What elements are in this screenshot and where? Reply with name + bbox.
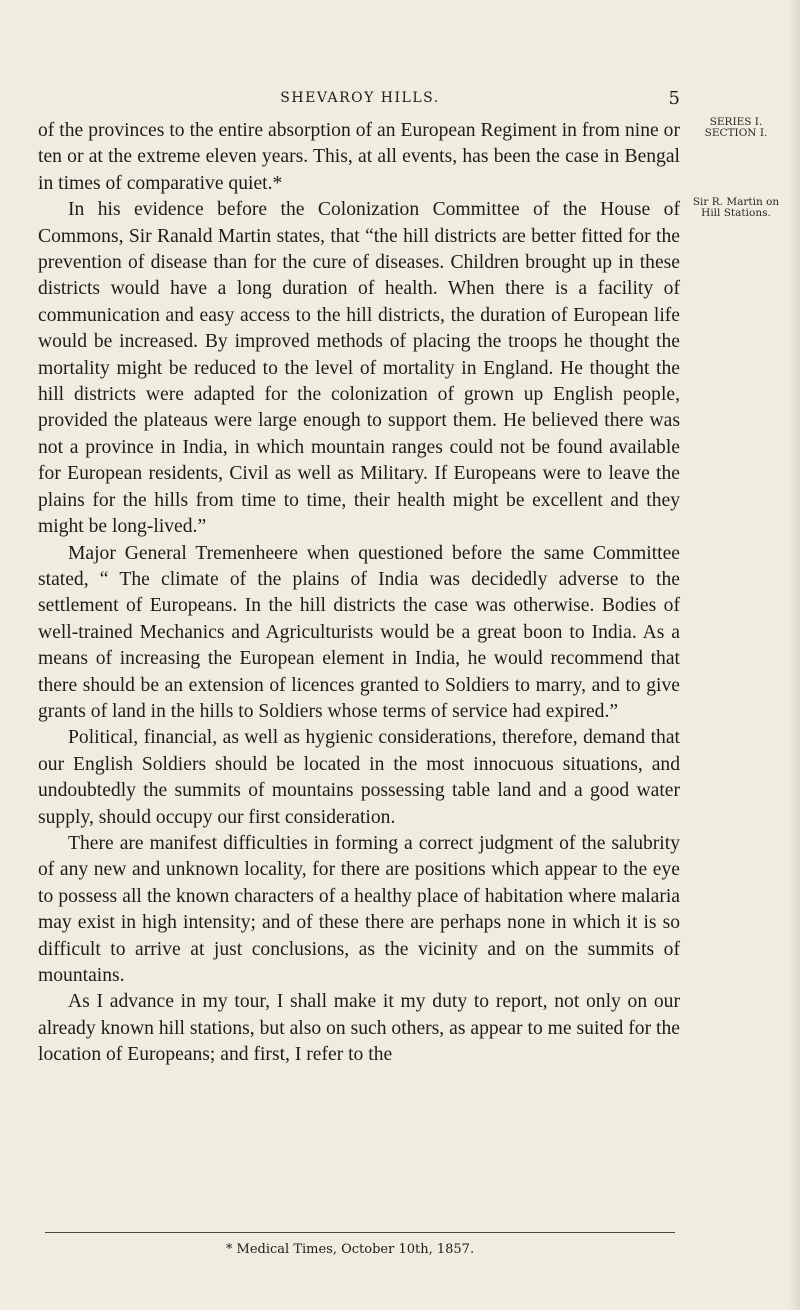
page-edge-shadow	[788, 0, 800, 1310]
paragraph: of the provinces to the entire absorption of an European Regiment in from nine or ten or at the extreme eleven years. This, at all events, has been the case in Bengal in times of comparative quiet.*	[38, 120, 680, 194]
margin-note-martin	[690, 197, 782, 219]
margin-note-line: Sir R. Martin on	[692, 196, 780, 208]
running-title: SHEVAROY HILLS.	[280, 90, 440, 106]
paragraph: As I advance in my tour, I shall make it my duty to report, not only on our already known hill stations, but also on such others, as appear to me suited for the location of Europeans; and first, I refer to the	[38, 991, 680, 1066]
paragraph: In his evidence before the Colonization Committee of the House of Commons, Sir Ranald Martin states, that “the hill districts are better fitted for the prevention of disease than for the cure of diseases. Children brought up in these districts would have a long duration of health. When there is a facility of communication and easy access to the hill districts, the duration of European life would be increased. By improved methods of placing the troops he thought the mortality might be reduced to the level of mortality in England. He thought the hill districts were adapted for the colonization of grown up English people, provided the plateaus were large enough to support them. He believed there was not a province in India, in which mountain ranges could not be found available for European residents, Civil as well as Military. If Europeans were to leave the plains for the hills from time to time, their health might be excellent and they might be long-lived.”	[38, 199, 680, 538]
margin-note-line: SERIES I.	[709, 116, 763, 128]
page-number: 5	[668, 88, 680, 109]
margin-note-line: SECTION I.	[704, 127, 768, 139]
margin-note-series	[690, 117, 782, 139]
running-head	[40, 88, 680, 112]
footnote: * Medical Times, October 10th, 1857.	[225, 1242, 475, 1257]
footnote-rule	[45, 1232, 675, 1233]
margin-note-line: Hill Stations.	[701, 207, 771, 219]
paragraph: Political, financial, as well as hygienic considerations, therefore, demand that our English Soldiers should be located in the most innocuous situations, and undoubtedly the summits of mountains possessing table land and a good water supply, should occupy our first consideration.	[38, 727, 680, 828]
paragraph: Major General Tremenheere when questioned before the same Committee stated, “ The climate of the plains of India was decidedly adverse to the settlement of Europeans. In the hill districts the case was otherwise. Bodies of well-trained Mechanics and Agriculturists would be a great boon to India. As a means of increasing the European element in India, he would recommend that there should be an extension of licences granted to Soldiers to marry, and to give grants of land in the hills to Soldiers whose terms of service had expired.”	[38, 542, 680, 722]
paragraph: There are manifest difficulties in forming a correct judgment of the salubrity of any new and unknown locality, for there are positions which appear to the eye to possess all the known characters of a healthy place of habitation where malaria may exist in high intensity; and of these there are perhaps none in which it is so difficult to arrive at just conclusions, as the vicinity and on the summits of mountains.	[38, 832, 680, 986]
main-text	[38, 118, 680, 1069]
